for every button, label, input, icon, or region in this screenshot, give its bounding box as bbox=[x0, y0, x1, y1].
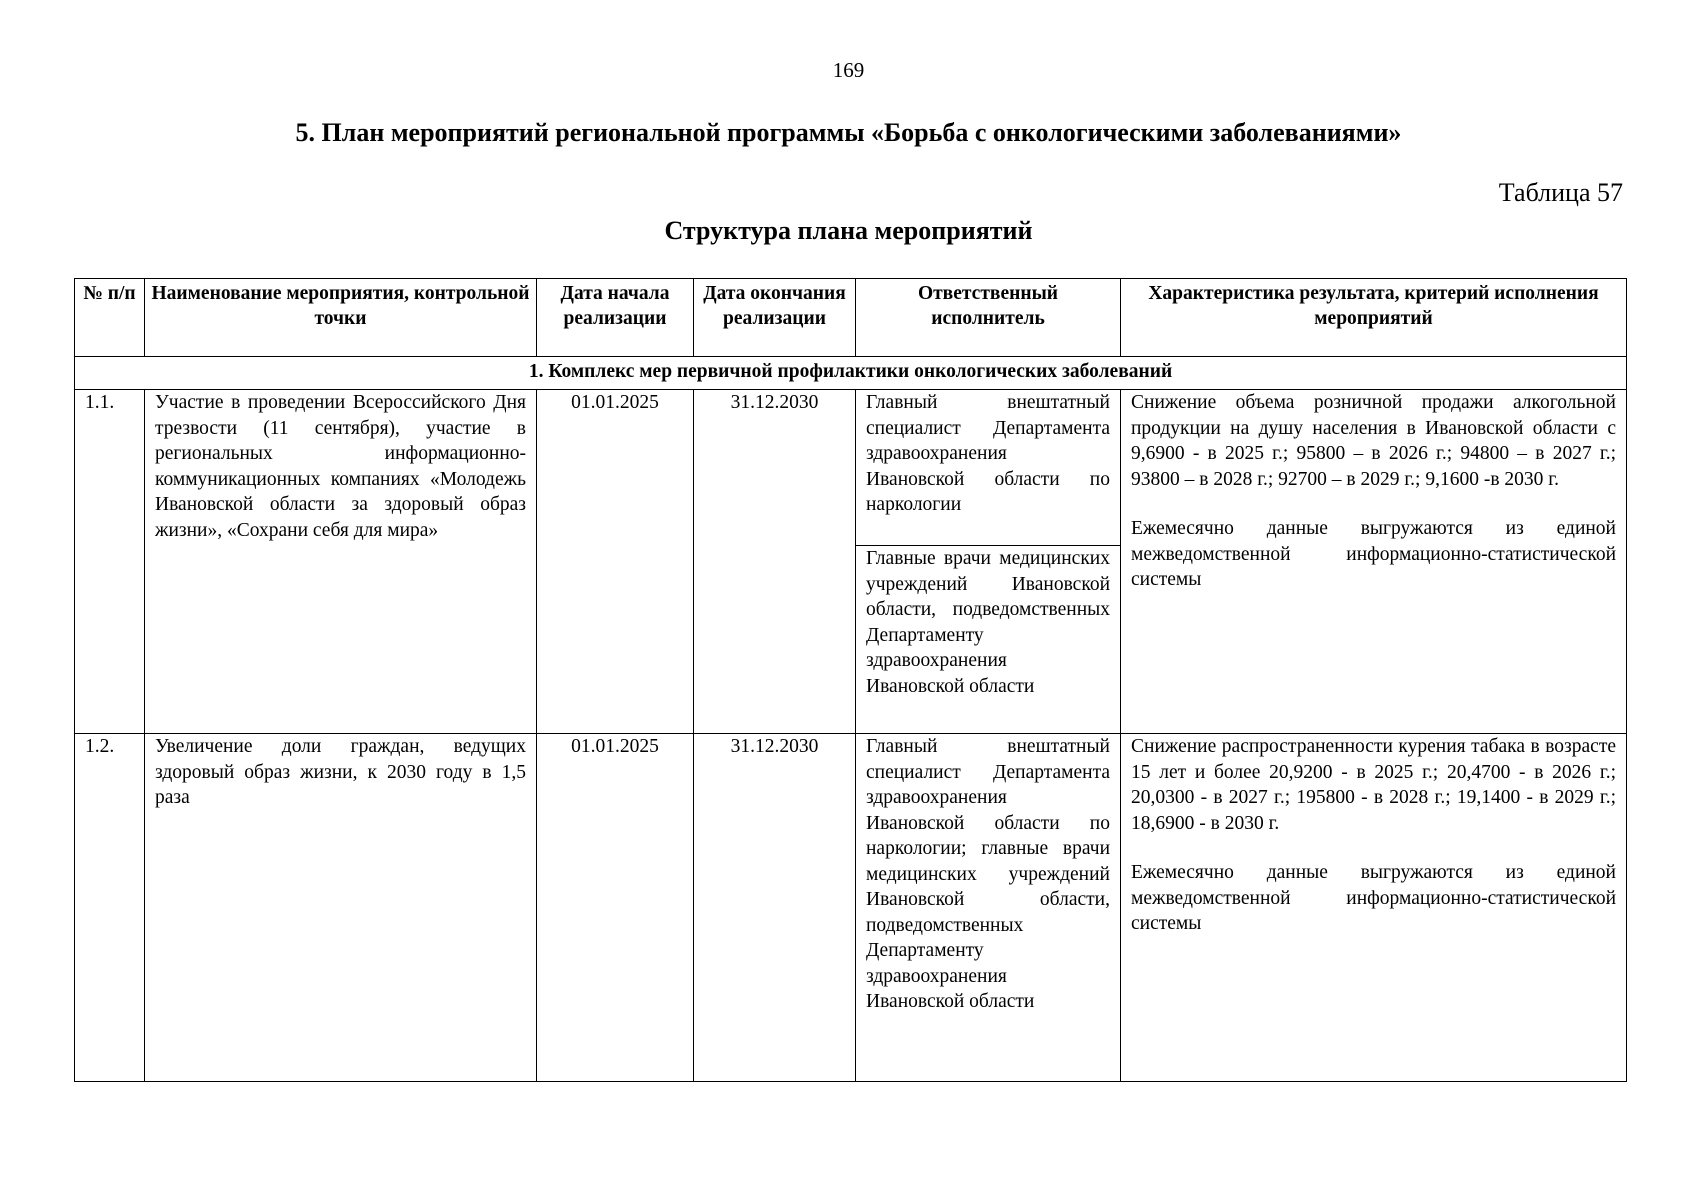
table-row bbox=[75, 390, 1627, 546]
row-responsible-secondary: Главные врачи медицинских учреждений Ивановской области, подведомственных Департаменту здравоохранения Ивановской области bbox=[856, 546, 1121, 734]
header-result: Характеристика результата, критерий исполнения мероприятий bbox=[1121, 279, 1627, 357]
row-result bbox=[1121, 734, 1627, 1082]
row-result bbox=[1121, 390, 1627, 734]
row-result-text: Снижение распространенности курения табака в возрасте 15 лет и более 20,9200 - в 2025 г.; 20,4700 - в 2026 г.; 20,0300 - в 2027 г.; 195800 - в 2028 г.; 19,1400 - в 2029 г.; 18,6900 - в 2030 г. bbox=[1131, 736, 1616, 834]
row-end-date: 31.12.2030 bbox=[694, 734, 856, 1082]
row-start-date: 01.01.2025 bbox=[537, 734, 694, 1082]
section-row bbox=[75, 357, 1627, 390]
header-start: Дата начала реализации bbox=[537, 279, 694, 357]
table-label: Таблица 57 bbox=[1498, 178, 1623, 207]
table-header-row bbox=[75, 279, 1627, 357]
row-num: 1.1. bbox=[75, 390, 145, 734]
header-responsible: Ответственный исполнитель bbox=[856, 279, 1121, 357]
table-row bbox=[75, 734, 1627, 1082]
plan-table bbox=[74, 278, 1627, 1082]
header-name: Наименование мероприятия, контрольной точки bbox=[145, 279, 537, 357]
row-result-source: Ежемесячно данные выгружаются из единой межведомственной информационно-статистической системы bbox=[1131, 518, 1616, 590]
section-heading: 1. Комплекс мер первичной профилактики онкологических заболеваний bbox=[75, 357, 1627, 390]
header-num: № п/п bbox=[75, 279, 145, 357]
row-responsible: Главный внештатный специалист Департамента здравоохранения Ивановской области по наркологии; главные врачи медицинских учреждений Ивановской области, подведомственных Департаменту здравоохранения Ивановской области bbox=[856, 734, 1121, 1082]
row-name: Участие в проведении Всероссийского Дня трезвости (11 сентября), участие в региональных информационно-коммуникационных компаниях «Молодежь Ивановской области за здоровый образ жизни», «Сохрани себя для мира» bbox=[145, 390, 537, 734]
row-end-date: 31.12.2030 bbox=[694, 390, 856, 734]
table-title: Структура плана мероприятий bbox=[664, 216, 1033, 245]
section-title: 5. План мероприятий региональной программы «Борьба с онкологическими заболеваниями» bbox=[295, 118, 1402, 147]
row-name: Увеличение доли граждан, ведущих здоровый образ жизни, к 2030 году в 1,5 раза bbox=[145, 734, 537, 1082]
row-start-date: 01.01.2025 bbox=[537, 390, 694, 734]
header-end: Дата окончания реализации bbox=[694, 279, 856, 357]
page-number: 169 bbox=[832, 58, 865, 82]
row-result-source: Ежемесячно данные выгружаются из единой межведомственной информационно-статистической системы bbox=[1131, 862, 1616, 934]
row-result-text: Снижение объема розничной продажи алкогольной продукции на душу населения в Ивановской области с 9,6900 - в 2025 г.; 95800 – в 2026 г.; 94800 – в 2027 г.; 93800 – в 2028 г.; 92700 – в 2029 г.; 9,1600 -в 2030 г. bbox=[1131, 392, 1616, 490]
row-num: 1.2. bbox=[75, 734, 145, 1082]
row-responsible: Главный внештатный специалист Департамента здравоохранения Ивановской области по наркологии bbox=[856, 390, 1121, 546]
